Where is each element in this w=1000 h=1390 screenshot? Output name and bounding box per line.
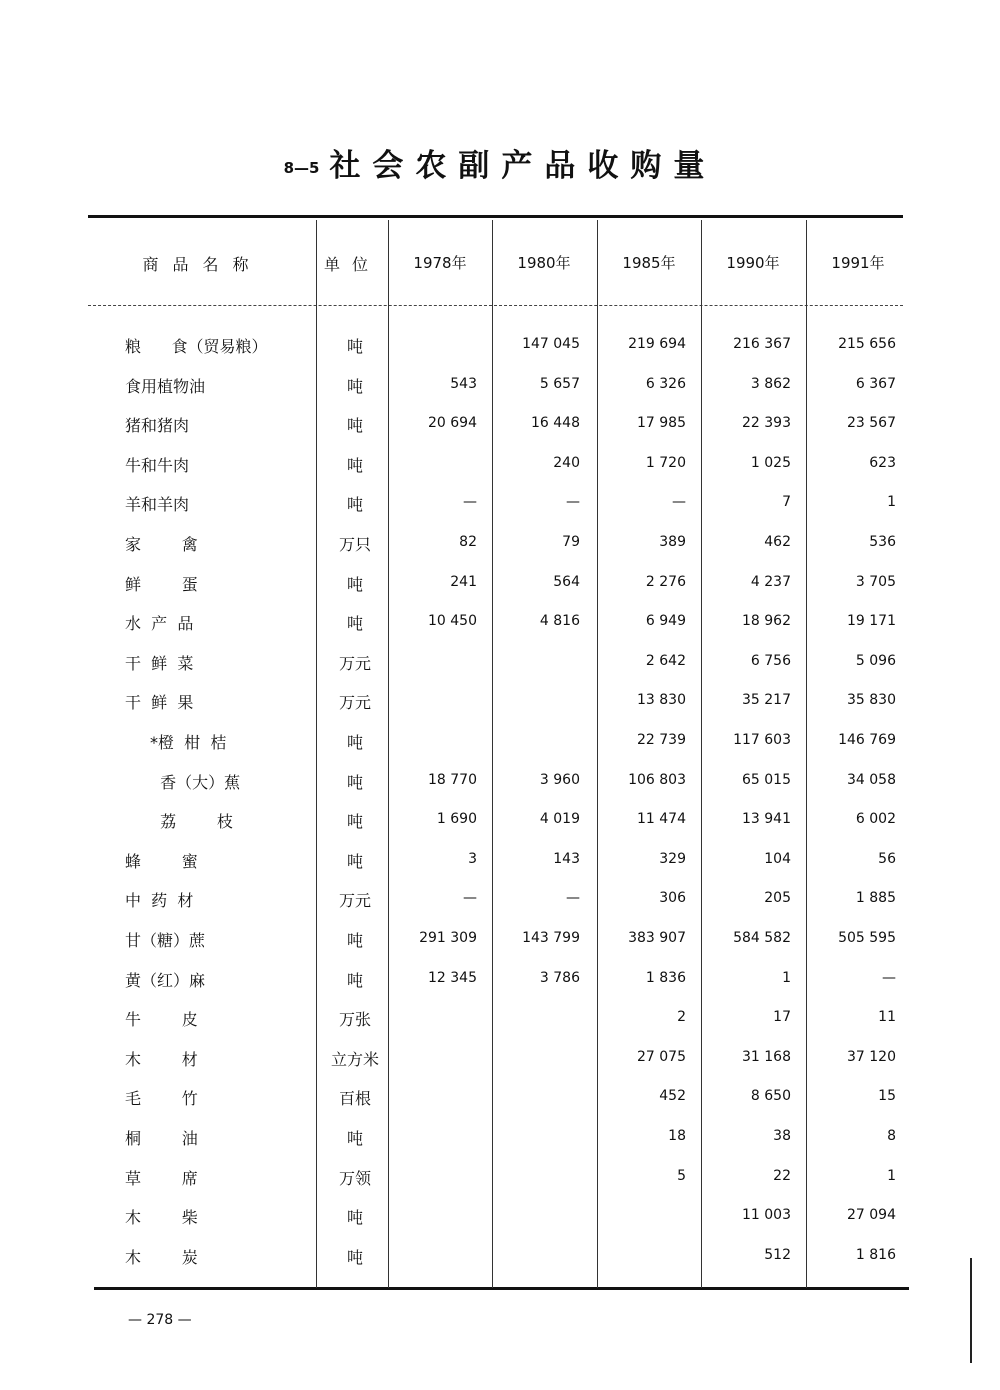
cell-value: 15 [878,1088,896,1104]
cell-value: 3 705 [855,574,896,590]
cell-value: 143 799 [522,930,580,946]
table-top-rule [88,215,903,218]
cell-value: 306 [659,890,686,906]
cell-value: 4 019 [539,811,580,827]
cell-unit: 万元 [338,654,371,673]
cell-value: 4 816 [539,613,580,629]
cell-value: 584 582 [733,930,791,946]
cell-item-name: 桐 油 [125,1129,198,1148]
table-row [0,1166,1000,1194]
cell-unit: 万张 [338,1010,371,1029]
cell-value: 18 770 [428,772,477,788]
table-row [0,1007,1000,1035]
cell-value: 241 [450,574,477,590]
cell-value: 2 642 [645,653,686,669]
cell-item-name: 草 席 [125,1169,198,1188]
cell-unit: 吨 [346,1208,363,1227]
cell-item-name: 中 药 材 [125,891,194,910]
cell-item-name: 鲜 蛋 [125,575,198,594]
cell-item-name: 干 鲜 菜 [125,654,194,673]
table-row [0,849,1000,877]
table-row [0,1126,1000,1154]
table-row [0,1047,1000,1075]
header-year: 1978年 [413,254,467,272]
cell-unit: 万元 [338,891,371,910]
table-row [0,968,1000,996]
cell-item-name: 香（大）蕉 [150,773,241,792]
table-number: 8—5 [283,158,320,177]
cell-value: 22 [773,1168,791,1184]
cell-value: 1 720 [645,455,686,471]
cell-value: 3 960 [539,772,580,788]
header-name: 商品名称 [142,255,263,274]
cell-value: 536 [869,534,896,550]
cell-value: 1 [887,494,896,510]
cell-unit: 万元 [338,693,371,712]
cell-value: 8 650 [750,1088,791,1104]
cell-item-name: 黄（红）麻 [125,971,206,990]
cell-item-name: 家 禽 [125,535,198,554]
cell-unit: 立方米 [330,1050,379,1069]
cell-value: 1 690 [436,811,477,827]
cell-item-name: 猪和猪肉 [125,416,190,435]
cell-item-name: 毛 竹 [125,1089,198,1108]
table-title: 社会农副产品收购量 [329,148,717,184]
cell-value: 2 [677,1009,686,1025]
header-year: 1985年 [622,254,676,272]
table-row [0,651,1000,679]
cell-value: 11 [878,1009,896,1025]
cell-unit: 吨 [346,416,363,435]
cell-unit: 吨 [346,852,363,871]
cell-value: — [463,494,477,510]
cell-item-name: 蜂 蜜 [125,852,198,871]
cell-value: 1 816 [855,1247,896,1263]
cell-value: 216 367 [733,336,791,352]
cell-unit: 吨 [346,812,363,831]
cell-value: 65 015 [742,772,791,788]
table-row [0,690,1000,718]
cell-value: 34 058 [847,772,896,788]
cell-value: 143 [553,851,580,867]
page-title [0,140,1000,185]
cell-item-name: 甘（糖）蔗 [125,931,206,950]
cell-value: 512 [764,1247,791,1263]
cell-item-name: 食用植物油 [125,377,206,396]
cell-value: 5 657 [539,376,580,392]
table-row [0,334,1000,362]
cell-value: 6 002 [855,811,896,827]
cell-item-name: 木 炭 [125,1248,198,1267]
cell-unit: 吨 [346,931,363,950]
header-unit: 单位 [323,255,380,274]
cell-value: 18 962 [742,613,791,629]
cell-unit: 吨 [346,1129,363,1148]
cell-value: 22 393 [742,415,791,431]
table-row [0,532,1000,560]
cell-value: 6 367 [855,376,896,392]
cell-value: 17 985 [637,415,686,431]
cell-value: 7 [782,494,791,510]
cell-value: 1 025 [750,455,791,471]
cell-value: 543 [450,376,477,392]
cell-value: 147 045 [522,336,580,352]
cell-value: 383 907 [628,930,686,946]
cell-unit: 吨 [346,456,363,475]
table-row [0,572,1000,600]
cell-value: 2 276 [645,574,686,590]
cell-value: 452 [659,1088,686,1104]
cell-value: 291 309 [419,930,477,946]
cell-unit: 万领 [338,1169,371,1188]
cell-value: 104 [764,851,791,867]
cell-value: 1 [887,1168,896,1184]
cell-value: 37 120 [847,1049,896,1065]
cell-value: — [882,970,896,986]
cell-value: 5 [677,1168,686,1184]
cell-value: 1 [782,970,791,986]
cell-value: 6 326 [645,376,686,392]
cell-unit: 吨 [346,495,363,514]
cell-item-name: 羊和羊肉 [125,495,190,514]
cell-item-name: *橙 柑 桔 [150,733,227,752]
cell-value: 10 450 [428,613,477,629]
cell-unit: 万只 [338,535,371,554]
cell-value: 117 603 [733,732,791,748]
header-year: 1990年 [726,254,780,272]
cell-value: 1 836 [645,970,686,986]
cell-value: 13 941 [742,811,791,827]
cell-value: 4 237 [750,574,791,590]
cell-unit: 吨 [346,337,363,356]
cell-value: — [463,890,477,906]
table-row [0,1205,1000,1233]
cell-value: 38 [773,1128,791,1144]
cell-value: 219 694 [628,336,686,352]
cell-value: 23 567 [847,415,896,431]
cell-unit: 吨 [346,773,363,792]
cell-value: 3 786 [539,970,580,986]
cell-item-name: 木 材 [125,1050,198,1069]
cell-value: 19 171 [847,613,896,629]
cell-unit: 吨 [346,971,363,990]
cell-item-name: 干 鲜 果 [125,693,194,712]
table-row [0,1086,1000,1114]
cell-value: 1 885 [855,890,896,906]
cell-value: — [566,494,580,510]
cell-value: 31 168 [742,1049,791,1065]
cell-value: 12 345 [428,970,477,986]
table-row [0,413,1000,441]
cell-value: 505 595 [838,930,896,946]
cell-value: 205 [764,890,791,906]
cell-value: 329 [659,851,686,867]
cell-value: 27 075 [637,1049,686,1065]
cell-value: 11 474 [637,811,686,827]
table-row [0,611,1000,639]
table-row [0,770,1000,798]
page-number: — 278 — [128,1312,192,1328]
cell-value: 106 803 [628,772,686,788]
cell-unit: 百根 [338,1089,371,1108]
table-row [0,809,1000,837]
header-divider [88,305,903,306]
page-edge-mark [970,1258,972,1363]
cell-value: 22 739 [637,732,686,748]
header-year: 1991年 [831,254,885,272]
header-year: 1980年 [517,254,571,272]
cell-value: 215 656 [838,336,896,352]
cell-item-name: 粮 食（贸易粮） [125,337,268,356]
cell-value: 564 [553,574,580,590]
cell-item-name: 水 产 品 [125,614,194,633]
cell-item-name: 木 柴 [125,1208,198,1227]
cell-value: 18 [668,1128,686,1144]
table-bottom-rule [94,1287,909,1290]
cell-value: 20 694 [428,415,477,431]
cell-value: 623 [869,455,896,471]
cell-value: 3 [468,851,477,867]
table-row [0,928,1000,956]
cell-value: 8 [887,1128,896,1144]
cell-item-name: 荔 枝 [150,812,233,831]
cell-value: 11 003 [742,1207,791,1223]
table-row [0,492,1000,520]
cell-unit: 吨 [346,377,363,396]
cell-value: 27 094 [847,1207,896,1223]
cell-value: — [566,890,580,906]
cell-value: 3 862 [750,376,791,392]
cell-value: 35 217 [742,692,791,708]
cell-value: 389 [659,534,686,550]
table-row [0,453,1000,481]
cell-unit: 吨 [346,614,363,633]
cell-value: 146 769 [838,732,896,748]
table-row [0,888,1000,916]
cell-unit: 吨 [346,575,363,594]
cell-value: 35 830 [847,692,896,708]
cell-item-name: 牛 皮 [125,1010,198,1029]
cell-value: 82 [459,534,477,550]
cell-value: — [672,494,686,510]
table-row [0,1245,1000,1273]
cell-value: 79 [562,534,580,550]
cell-item-name: 牛和牛肉 [125,456,190,475]
cell-value: 462 [764,534,791,550]
cell-value: 56 [878,851,896,867]
cell-value: 16 448 [531,415,580,431]
table-row [0,730,1000,758]
cell-value: 17 [773,1009,791,1025]
cell-value: 240 [553,455,580,471]
cell-value: 6 756 [750,653,791,669]
cell-unit: 吨 [346,733,363,752]
cell-value: 13 830 [637,692,686,708]
table-row [0,374,1000,402]
cell-value: 6 949 [645,613,686,629]
cell-unit: 吨 [346,1248,363,1267]
cell-value: 5 096 [855,653,896,669]
